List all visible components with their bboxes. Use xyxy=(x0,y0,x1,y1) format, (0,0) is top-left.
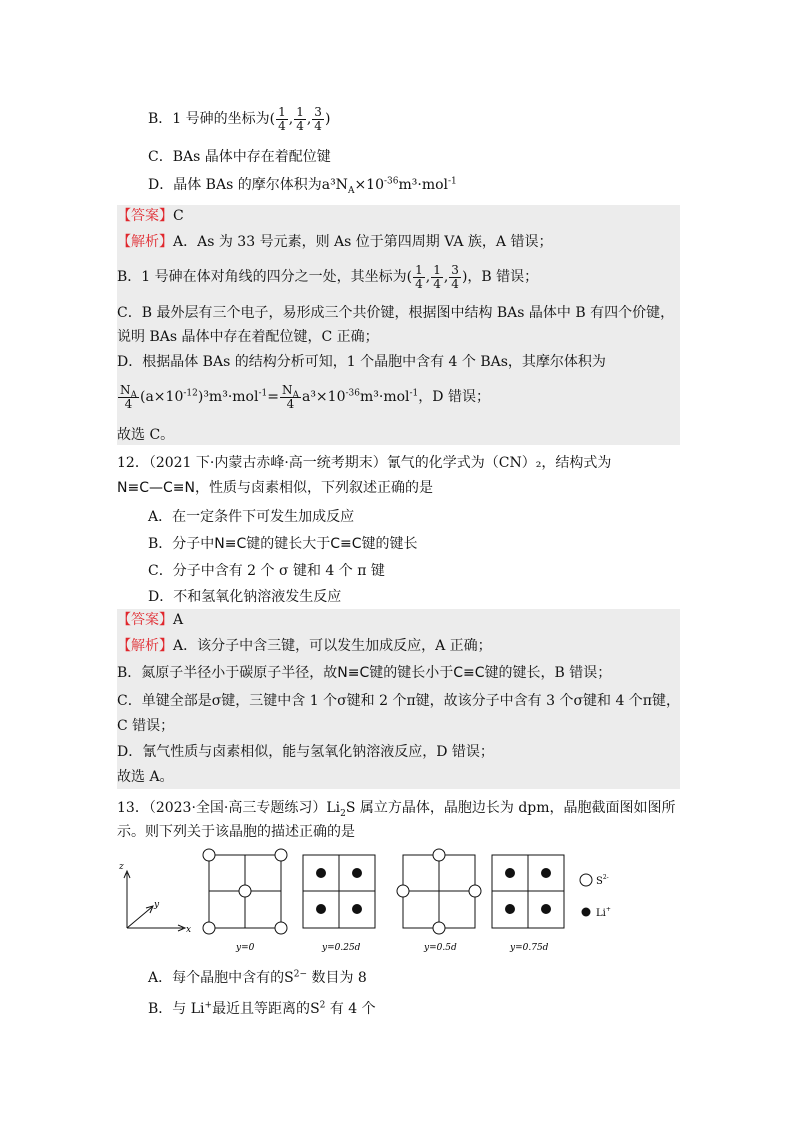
panel-y05d xyxy=(397,849,481,934)
q13-stem-line-1: 13．（2023·全国·高三专题练习）$Li_2S$ 属立方晶体，晶胞边长为 dpm，晶胞截面图如图所 xyxy=(117,800,676,819)
q12-option-c: C．分子中含有 2 个 σ 键和 4 个 π 键 xyxy=(148,563,385,579)
q12-option-b: B．分子中N≡C键的键长大于C≡C键的键长 xyxy=(148,536,418,552)
legend-lithium-marker xyxy=(582,908,591,917)
q11-analysis-line-1: 【解析】A．As 为 33 号元素，则 As 位于第四周期 VA 族，A 错误； xyxy=(117,234,553,250)
q11-analysis-line-5: D．根据晶体 BAs 的结构分析可知，1 个晶胞中含有 4 个 BAs，其摩尔体积为 xyxy=(117,354,606,370)
fraction: $\frac{3}{4}$ xyxy=(451,262,459,291)
q12-analysis-line-6: 故选 A。 xyxy=(117,769,174,785)
q11-analysis-line-2: B．1 号砷在体对角线的四分之一处，其坐标为( $\frac{1}{4}$ , $\frac{1}{4}$ , $\frac{3}{4}$ )，B 错误； xyxy=(117,262,539,291)
q12-option-a: A．在一定条件下可发生加成反应 xyxy=(148,509,355,525)
legend-sulfide-label: $S^{2-}$ xyxy=(596,874,609,887)
q13-stem-line-2: 示。则下列关于该晶胞的描述正确的是 xyxy=(117,824,355,840)
crystal-cross-section-figure xyxy=(0,843,800,968)
panel-y0 xyxy=(203,849,287,934)
panel-label-y025d: y=0.25d xyxy=(322,943,361,953)
fraction: $\frac{N_A}{4}$ xyxy=(120,382,137,411)
q11-option-c: C．BAs 晶体中存在着配位键 xyxy=(148,149,331,165)
fraction: $\frac{3}{4}$ xyxy=(314,104,322,133)
q13-option-b: B．与 Li+最近且等距离的$S^2$ 有 4 个 xyxy=(148,1000,376,1017)
q11-answer: 【答案】C xyxy=(117,208,184,224)
q11-option-d: D．晶体 BAs 的摩尔体积为$a^3N_A\times 10^{-36}m^3\cdot mol^{-1}$ xyxy=(148,176,457,196)
axis-z-label: z xyxy=(119,862,124,872)
q12-analysis-line-5: D．氰气性质与卤素相似，能与氢氧化钠溶液反应，D 错误； xyxy=(117,744,494,760)
q12-stem-line-1: 12．（2021 下·内蒙古赤峰·高一统考期末）氰气的化学式为（CN）₂，结构式为 xyxy=(117,455,612,471)
fraction: $\frac{1}{4}$ xyxy=(433,262,441,291)
legend-sulfide-marker xyxy=(580,874,592,886)
q11-analysis-line-4: 说明 BAs 晶体中存在着配位键，C 正确； xyxy=(117,329,379,345)
q11-analysis-line-3: C．B 最外层有三个电子，易形成三个共价键，根据图中结构 BAs 晶体中 B 有四个价键， xyxy=(117,305,675,321)
q12-answer: 【答案】A xyxy=(117,612,184,628)
panel-label-y05d: y=0.5d xyxy=(424,943,457,953)
q12-analysis-line-1: 【解析】A．该分子中含三键，可以发生加成反应，A 正确； xyxy=(117,638,492,654)
panel-label-y075d: y=0.75d xyxy=(510,943,549,953)
q11-analysis-line-6: $\frac{N_A}{4}$ $(a\times 10^{-12})^3m^3\cdot mol^{-1}=$ $\frac{N_A}{4}$ $a^3\times 10^{-36}m^3\cdot mol^{-1}$，D 错误； xyxy=(120,382,490,411)
structural-formula: N≡C—C≡N xyxy=(117,480,195,496)
legend xyxy=(580,874,611,919)
panel-y025d xyxy=(303,855,375,928)
analysis-tag: 【解析】 xyxy=(117,234,173,250)
fraction: $\frac{1}{4}$ xyxy=(296,104,304,133)
answer-tag: 【答案】 xyxy=(117,208,173,224)
axis-y-label: y xyxy=(154,900,160,910)
answer-tag: 【答案】 xyxy=(117,612,173,628)
legend-lithium-label: Li+ xyxy=(596,906,611,919)
q12-analysis-line-4: C 错误； xyxy=(117,718,175,734)
q12-analysis-line-3: C．单键全部是σ键，三键中含 1 个σ键和 2 个π键，故该分子中含有 3 个σ键和 4 个π键， xyxy=(117,693,681,709)
panel-label-y0: y=0 xyxy=(236,943,255,953)
q12-option-d: D．不和氢氧化钠溶液发生反应 xyxy=(148,589,342,605)
fraction: $\frac{1}{4}$ xyxy=(415,262,423,291)
q12-analysis-line-2: B．氮原子半径小于碳原子半径，故N≡C键的键长小于C≡C键的键长，B 错误； xyxy=(117,665,612,681)
q13-option-a: A．每个晶胞中含有的$S^{2-}$ 数目为 8 xyxy=(148,969,367,986)
q12-stem-line-2: N≡C—C≡N，性质与卤素相似，下列叙述正确的是 xyxy=(117,480,433,496)
analysis-tag: 【解析】 xyxy=(117,638,173,654)
q11-option-b: B．1 号砷的坐标为( $\frac{1}{4}$ , $\frac{1}{4}$ , $\frac{3}{4}$ ) xyxy=(148,104,331,133)
q11-analysis-line-7: 故选 C。 xyxy=(117,427,175,443)
fraction: $\frac{1}{4}$ xyxy=(278,104,286,133)
panel-y075d xyxy=(492,855,564,928)
axis-x-label: x xyxy=(186,925,192,935)
fraction: $\frac{N_A}{4}$ xyxy=(281,382,299,411)
